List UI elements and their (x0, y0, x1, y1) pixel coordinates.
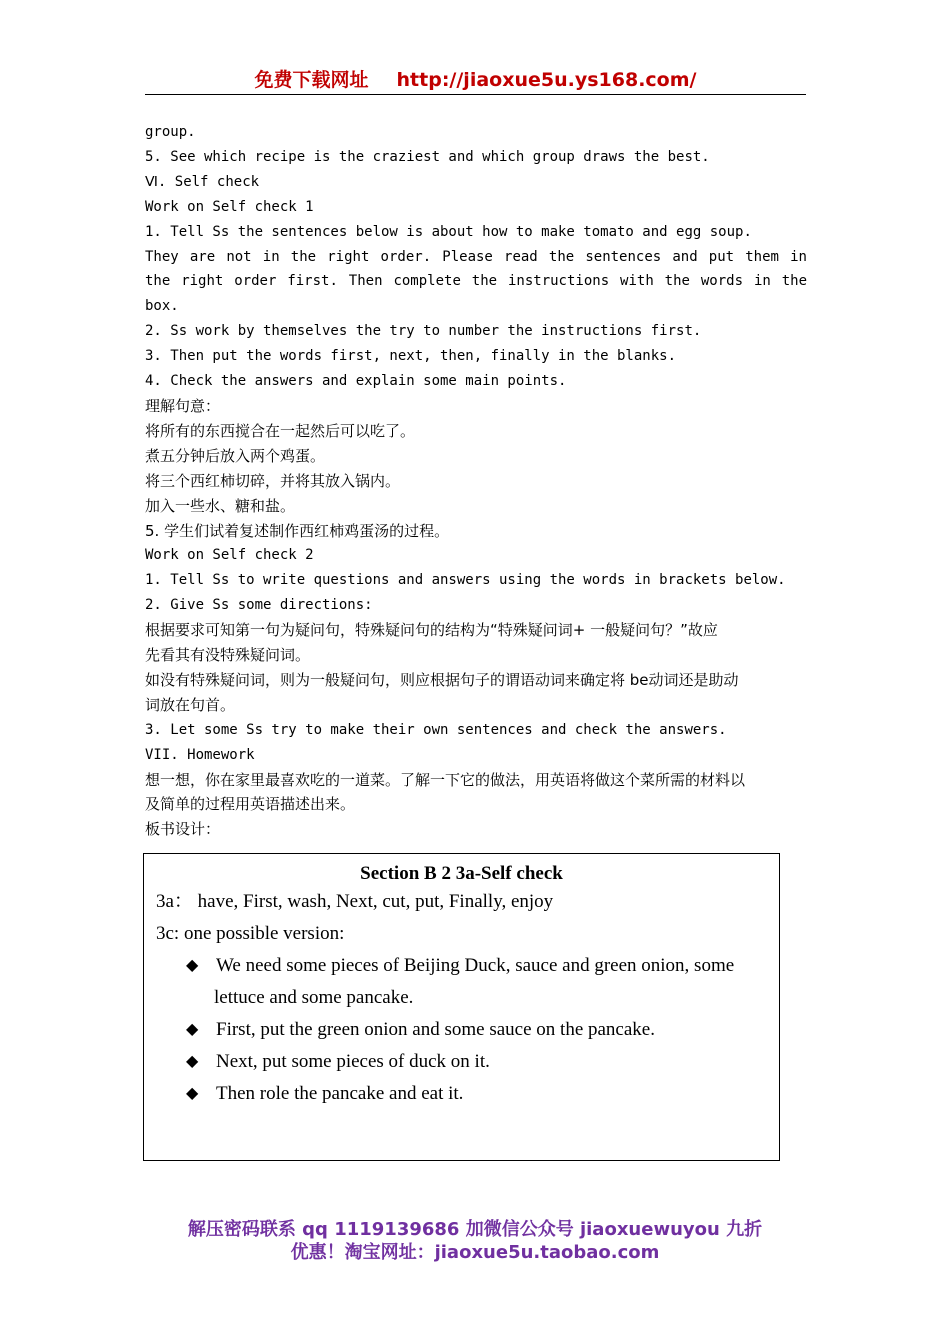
list-item-continuation: lettuce and some pancake. (214, 987, 414, 1008)
body-line: 3. Let some Ss try to make their own sentences and check the answers. (145, 721, 727, 738)
body-line: 1. Tell Ss the sentences below is about how to make tomato and egg soup. (145, 223, 752, 240)
body-line: 板书设计： (145, 820, 221, 839)
list-item-text: First, put the green onion and some sauce on the pancake. (216, 1019, 655, 1040)
diamond-bullet-icon: ◆ (186, 1085, 199, 1102)
body-line: They are not in the right order. Please read the sentences and put them in (145, 248, 807, 265)
body-line: Work on Self check 2 (145, 547, 314, 564)
footer-line-2: 优惠！淘宝网址：jiaoxue5u.taobao.com (290, 1242, 660, 1263)
body-line: 2. Ss work by themselves the try to number the instructions first. (145, 323, 702, 340)
diamond-bullet-icon: ◆ (186, 957, 199, 974)
body-line: 如没有特殊疑问词，则为一般疑问句，则应根据句子的谓语动词来确定将 be动词还是助动 (145, 670, 739, 689)
blackboard-design-box (143, 853, 780, 1161)
list-item-text: We need some pieces of Beijing Duck, sauce and green onion, some (216, 955, 735, 976)
body-line: 加入一些水、糖和盐。 (145, 496, 296, 515)
diamond-bullet-icon: ◆ (186, 1053, 199, 1070)
body-line: 2. Give Ss some directions: (145, 597, 373, 614)
list-item-text: Next, put some pieces of duck on it. (216, 1051, 490, 1072)
body-line: 将三个西红柿切碎，并将其放入锅内。 (145, 471, 401, 490)
page-header (145, 66, 806, 95)
list-item (186, 1014, 768, 1046)
board-line-3a: 3a： have, First, wash, Next, cut, put, Finally, enjoy (156, 891, 554, 912)
body-line: 3. Then put the words first, next, then, finally in the blanks. (145, 348, 677, 365)
list-item (186, 1046, 768, 1078)
body-line: 1. Tell Ss to write questions and answers using the words in brackets below. (145, 572, 786, 589)
page-footer (0, 1218, 950, 1264)
section-heading: Ⅵ. Self check (145, 173, 260, 190)
body-line: box. (145, 298, 179, 315)
body-line: 5. 学生们试着复述制作西红柿鸡蛋汤的过程。 (145, 521, 450, 540)
diamond-bullet-icon: ◆ (186, 1021, 199, 1038)
footer-line-1: 解压密码联系 qq 1119139686 加微信公众号 jiaoxuewuyou 九折 (187, 1219, 763, 1240)
body-line: Work on Self check 1 (145, 198, 314, 215)
body-line: 根据要求可知第一句为疑问句，特殊疑问句的结构为“特殊疑问词+ 一般疑问句？”故应 (145, 621, 718, 640)
header-url[interactable]: http://jiaoxue5u.ys168.com/ (396, 69, 697, 91)
body-line: 及简单的过程用英语描述出来。 (145, 795, 356, 814)
board-line-3c: 3c: one possible version: (156, 923, 345, 944)
body-line: the right order first. Then complete the instructions with the words in the (145, 273, 807, 290)
body-line: 词放在句首。 (145, 695, 236, 714)
body-line: 想一想，你在家里最喜欢吃的一道菜。了解一下它的做法，用英语将做这个菜所需的材料以 (145, 770, 746, 789)
body-line: 理解句意： (145, 396, 221, 415)
body-line: 先看其有没特殊疑问词。 (145, 646, 311, 665)
board-title: Section B 2 3a-Self check (360, 863, 563, 884)
section-heading: VII. Homework (145, 746, 255, 763)
lesson-body (145, 120, 807, 842)
list-item (186, 1078, 768, 1110)
header-label: 免费下载网址 (254, 69, 369, 91)
body-line: 将所有的东西搅合在一起然后可以吃了。 (145, 421, 416, 440)
body-line: 煮五分钟后放入两个鸡蛋。 (145, 446, 326, 465)
body-line: 5. See which recipe is the craziest and which group draws the best. (145, 148, 710, 165)
list-item (186, 950, 768, 982)
body-line: 4. Check the answers and explain some main points. (145, 373, 567, 390)
list-item-text: Then role the pancake and eat it. (216, 1083, 464, 1104)
body-line: group. (145, 124, 196, 140)
